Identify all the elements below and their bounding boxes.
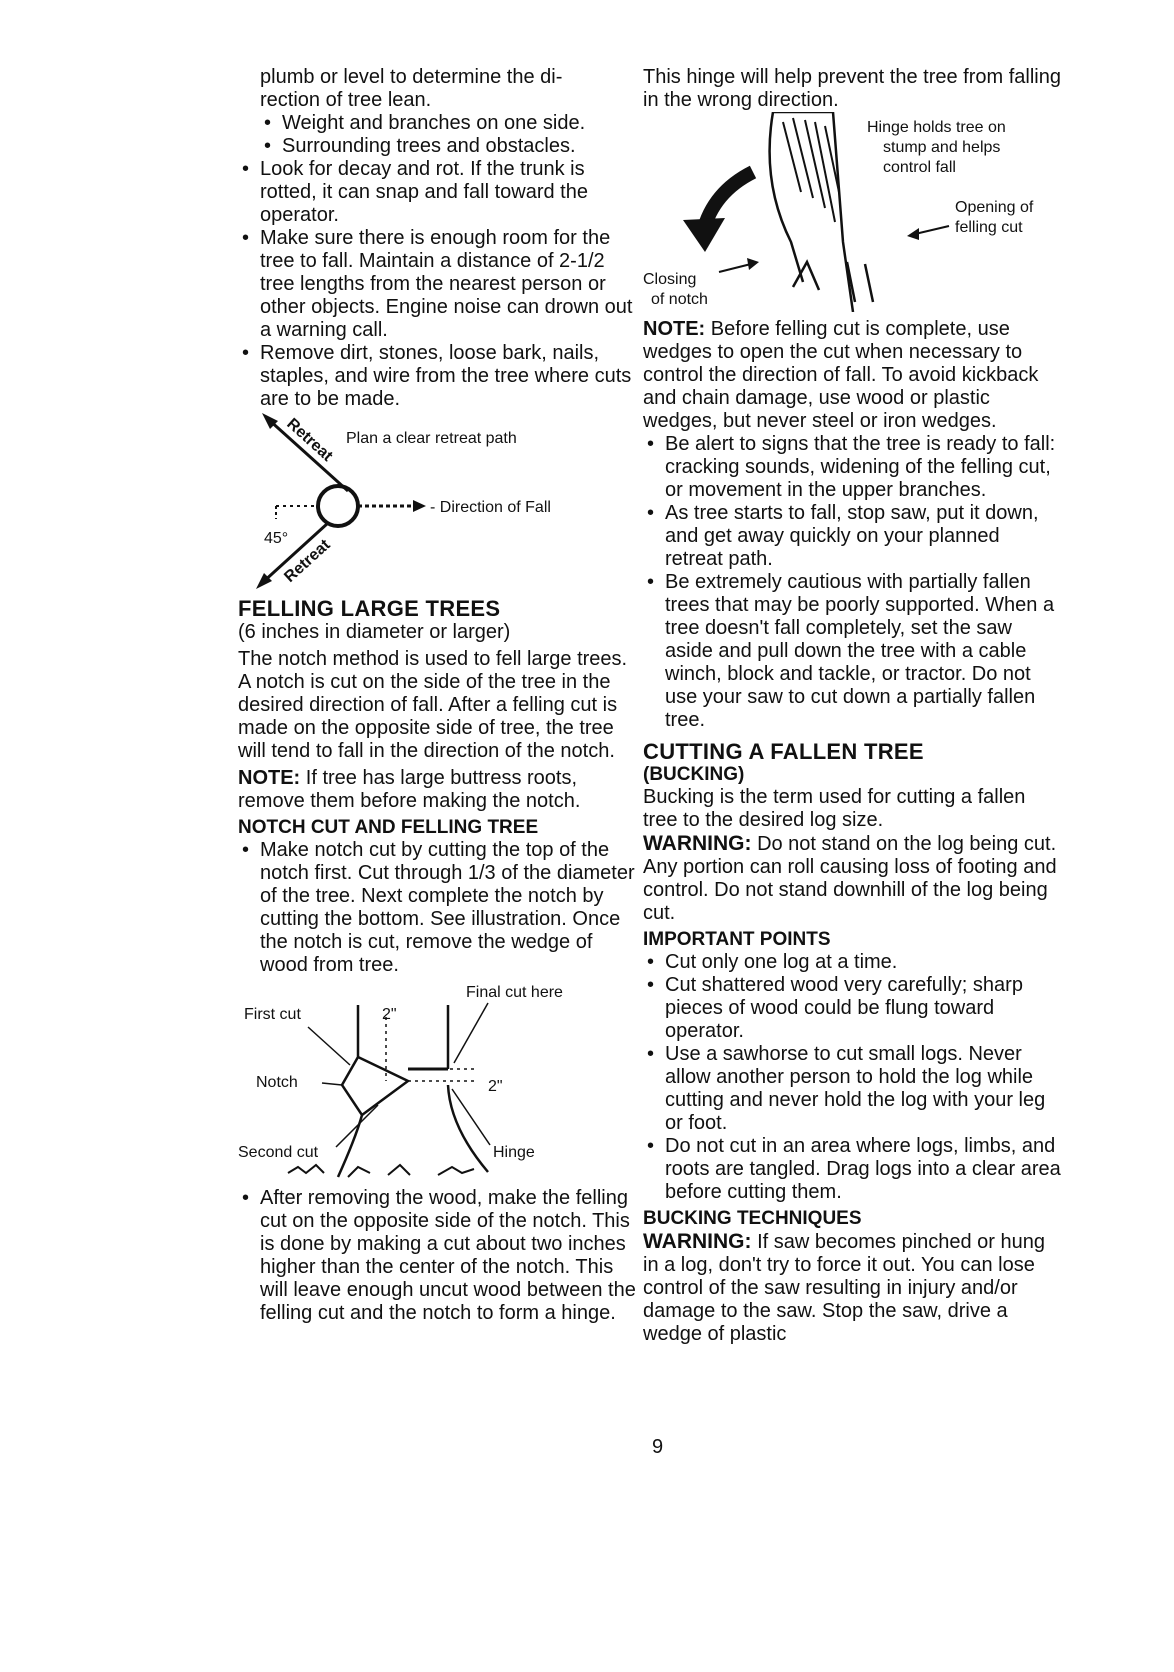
page-number: 9 [652, 1436, 664, 1458]
dim-a: 2" [382, 1006, 397, 1023]
warning-log [643, 832, 1063, 925]
bucking-subheading: (BUCKING) [643, 764, 745, 785]
note-buttress [238, 767, 638, 813]
felling-large-trees-subheading: (6 inches in diameter or larger) [238, 621, 511, 643]
note-wedges-text: Before felling cut is complete, use wedges to open the cut when necessary to control the direction of fall. To avoid kickback and chain damage, use wood or plastic wedges, but never steel or iron wedges. [643, 318, 1039, 432]
warning-text: Do not stand on the log being cut. Any portion can roll causing loss of footing and control. Do not stand downhill of the log being cut. [643, 833, 1057, 924]
bullet-remove-dirt: • Remove dirt, stones, loose bark, nails, staples, and wire from the tree where cuts are to be made. [238, 342, 638, 411]
note-text: If tree has large buttress roots, remove them before making the notch. [238, 767, 581, 812]
felling-large-trees-heading: FELLING LARGE TREES [238, 596, 501, 621]
bullet-decay: • Look for decay and rot. If the trunk is rotted, it can snap and fall toward the operator. [238, 158, 638, 227]
note-label: NOTE: [238, 767, 301, 789]
hinge-figure [643, 112, 1063, 312]
opening-caption-2: felling cut [955, 219, 1023, 236]
hinge-caption-3: control fall [883, 159, 956, 176]
falling-trunk [770, 112, 853, 312]
warning-label: WARNING: [643, 832, 752, 855]
bullet-after-removing: • After removing the wood, make the felling cut on the opposite side of the notch. This is done by making a cut about two inches higher than the center of the notch. This will leave enough uncut wood between the felling cut and the notch to form a hinge. [238, 1187, 638, 1325]
hinge-intro: This hinge will help prevent the tree from falling in the wrong direction. [643, 66, 1061, 111]
bucking-techniques-heading: BUCKING TECHNIQUES [643, 1208, 862, 1229]
intro-line: rection of tree lean. [260, 89, 432, 111]
retreat-figure [238, 411, 638, 589]
direction-caption: - Direction of Fall [430, 499, 551, 516]
intro-line: plumb or level to determine the di- [260, 66, 563, 88]
first-cut-caption: First cut [244, 1006, 301, 1023]
hinge-caption: Hinge [493, 1144, 535, 1161]
retreat-label-bottom: Retreat [281, 536, 334, 586]
bullet-alert: • Be alert to signs that the tree is ready to fall: cracking sounds, widening of the felling cut, or movement in the upper branches. [643, 433, 1063, 502]
important-bullet: • Cut shattered wood very carefully; sharp pieces of wood could be flung toward operator. [643, 974, 1063, 1043]
notch-wedge [358, 1057, 408, 1115]
opening-caption-1: Opening of [955, 199, 1034, 216]
important-bullet: • Cut only one log at a time. [643, 951, 1063, 974]
bullet-starts-to-fall: • As tree starts to fall, stop saw, put it down, and get away quickly on your planned retreat path. [643, 502, 1063, 571]
warning2-label: WARNING: [643, 1230, 752, 1253]
fall-arrow [413, 500, 426, 512]
warning-pinched [643, 1230, 1063, 1346]
important-bullet: • Do not cut in an area where logs, limbs, and roots are tangled. Drag logs into a clear area before cutting them. [643, 1135, 1063, 1204]
sub-bullet: • Surrounding trees and obstacles. [238, 135, 638, 158]
stump [793, 262, 873, 302]
notch-paragraph: The notch method is used to fell large trees. A notch is cut on the side of the tree in the desired direction of fall. After a felling cut is made on the opposite side of tree, the tree will tend to fall in the direction of the notch. [238, 648, 628, 762]
important-bullet: • Use a sawhorse to cut small logs. Never allow another person to hold the log while cutting and never hold the log with your leg or foot. [643, 1043, 1063, 1135]
bullet-notch-cut: • Make notch cut by cutting the top of the notch first. Cut through 1/3 of the diameter of the tree. Next complete the notch by cutting the bottom. See illustration. Once the notch is cut, remove the wedge of wood from tree. [238, 839, 638, 977]
bucking-text: Bucking is the term used for cutting a fallen tree to the desired log size. [643, 786, 1026, 831]
notch-cut-heading: NOTCH CUT AND FELLING TREE [238, 817, 539, 838]
final-cut-caption: Final cut here [466, 984, 563, 1001]
sub-bullet: • Weight and branches on one side. [238, 112, 638, 135]
retreat-label-top: Retreat [283, 415, 336, 465]
cutting-fallen-tree-heading: CUTTING A FALLEN TREE [643, 739, 924, 764]
dim-b: 2" [488, 1078, 503, 1095]
note-label-right: NOTE: [643, 318, 706, 340]
tree-circle [318, 486, 358, 526]
plan-retreat-caption: Plan a clear retreat path [346, 430, 517, 447]
important-points-heading: IMPORTANT POINTS [643, 929, 831, 950]
note-wedges [643, 318, 1063, 433]
notch-figure [238, 977, 638, 1187]
notch-caption: Notch [256, 1074, 298, 1091]
closing-caption-2: of notch [651, 291, 708, 308]
bullet-cautious: • Be extremely cautious with partially fallen trees that may be poorly supported. When a tree doesn't fall completely, set the saw aside and pull down the tree with a cable winch, block and tackle, or tractor. Do not use your saw to cut down a partially fallen tree. [643, 571, 1063, 732]
second-cut-caption: Second cut [238, 1144, 319, 1161]
warning2-text: If saw becomes pinched or hung in a log, don't try to force it out. You can lose control of the saw resulting in injury and/or damage to the saw. Stop the saw, drive a wedge of plastic [643, 1231, 1046, 1345]
trunk-left [338, 1005, 362, 1177]
hinge-caption-1: Hinge holds tree on [867, 119, 1006, 136]
trunk-right [448, 1005, 488, 1172]
left-column [238, 66, 638, 1325]
bullet-room: • Make sure there is enough room for the tree to fall. Maintain a distance of 2-1/2 tree lengths from the nearest person or other objects. Engine noise can drown out a warning call. [238, 227, 638, 342]
closing-caption-1: Closing [643, 271, 697, 288]
right-column [643, 66, 1063, 1346]
hinge-caption-2: stump and helps [883, 139, 1001, 156]
angle-label: 45° [264, 530, 289, 547]
